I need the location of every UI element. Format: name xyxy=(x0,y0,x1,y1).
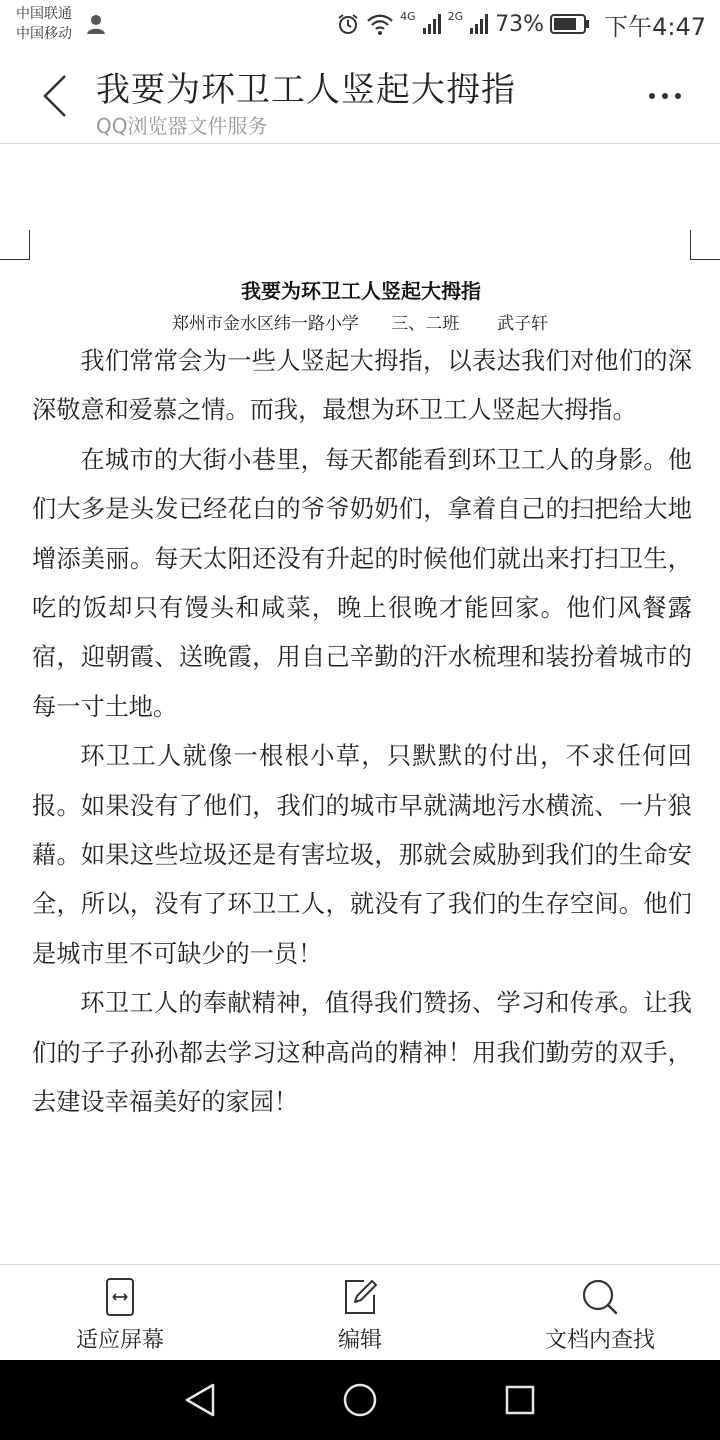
more-dot xyxy=(675,93,681,99)
nav-recents-button[interactable] xyxy=(500,1380,540,1420)
carrier-1: 中国联通 xyxy=(16,6,72,22)
edit-button[interactable] xyxy=(240,1265,480,1361)
triangle-back-icon xyxy=(183,1382,217,1418)
find-label: 文档内查找 xyxy=(544,1328,655,1353)
search-icon xyxy=(580,1277,620,1317)
document-title: 我要为环卫工人竖起大拇指 xyxy=(241,279,481,303)
more-dot xyxy=(649,93,655,99)
document-author-line: 郑州市金水区纬一路小学 三、二班 武子轩 xyxy=(171,314,549,334)
paragraph: 在城市的大街小巷里，每天都能看到环卫工人的身影。他们大多是头发已经花白的爷爷奶奶们，拿着自己的扫把给大地增添美丽。每天太阳还没有升起的时候他们就出来打扫卫生，吃的饭却只有馒头和咸菜，晚上很晚才能回家。他们风餐露宿，迎朝霞、送晚霞，用自己辛勤的汗水梳理和装扮着城市的每一寸土地。 xyxy=(32,445,692,721)
page-corner-mark-left xyxy=(0,230,30,260)
status-bar xyxy=(0,0,720,48)
paragraph: 我们常常会为一些人竖起大拇指，以表达我们对他们的深深敬意和爱慕之情。而我，最想为环卫工人竖起大拇指。 xyxy=(32,347,692,425)
circle-home-icon xyxy=(342,1382,378,1418)
alarm-icon xyxy=(336,12,360,36)
fit-screen-button[interactable] xyxy=(0,1265,240,1361)
system-nav-bar xyxy=(0,1360,720,1440)
app-header xyxy=(0,48,720,144)
document-viewer[interactable] xyxy=(0,145,720,1263)
signal-icon-2 xyxy=(469,13,489,35)
document-body xyxy=(32,337,692,1128)
clock: 下午4:47 xyxy=(604,12,706,41)
carrier-avatar-icon xyxy=(84,12,108,36)
page-subtitle: QQ浏览器文件服务 xyxy=(96,114,268,138)
square-recents-icon xyxy=(504,1384,536,1416)
back-button[interactable] xyxy=(30,68,80,124)
signal-icon-1 xyxy=(422,13,442,35)
fit-screen-label: 适应屏幕 xyxy=(75,1328,164,1353)
battery-percent: 73% xyxy=(495,11,545,37)
paragraph: 环卫工人的奉献精神，值得我们赞扬、学习和传承。让我们的子子孙孙都去学习这种高尚的精神！用我们勤劳的双手，去建设幸福美好的家园！ xyxy=(32,989,692,1117)
page-corner-mark-right xyxy=(690,230,720,260)
nav-back-button[interactable] xyxy=(180,1380,220,1420)
battery-icon xyxy=(550,13,590,35)
bottom-toolbar xyxy=(0,1264,720,1360)
status-icons xyxy=(336,8,706,40)
carrier-2: 中国移动 xyxy=(16,26,72,42)
nav-home-button[interactable] xyxy=(340,1380,380,1420)
carrier-info xyxy=(16,4,72,44)
more-dot xyxy=(662,93,668,99)
page-title: 我要为环卫工人竖起大拇指 xyxy=(96,70,516,110)
network-type-2: 2G xyxy=(447,9,464,23)
fit-width-icon xyxy=(104,1277,136,1317)
edit-icon xyxy=(340,1277,380,1317)
more-button[interactable] xyxy=(640,78,690,114)
find-in-document-button[interactable] xyxy=(480,1265,720,1361)
network-type-1: 4G xyxy=(400,9,416,23)
wifi-icon xyxy=(366,12,394,36)
chevron-left-icon xyxy=(42,74,68,118)
paragraph: 环卫工人就像一根根小草，只默默的付出，不求任何回报。如果没有了他们，我们的城市早就满地污水横流、一片狼藉。如果这些垃圾还是有害垃圾，那就会威胁到我们的生命安全，所以，没有了环卫工人，就没有了我们的生存空间。他们是城市里不可缺少的一员！ xyxy=(32,742,692,968)
edit-label: 编辑 xyxy=(337,1328,382,1353)
